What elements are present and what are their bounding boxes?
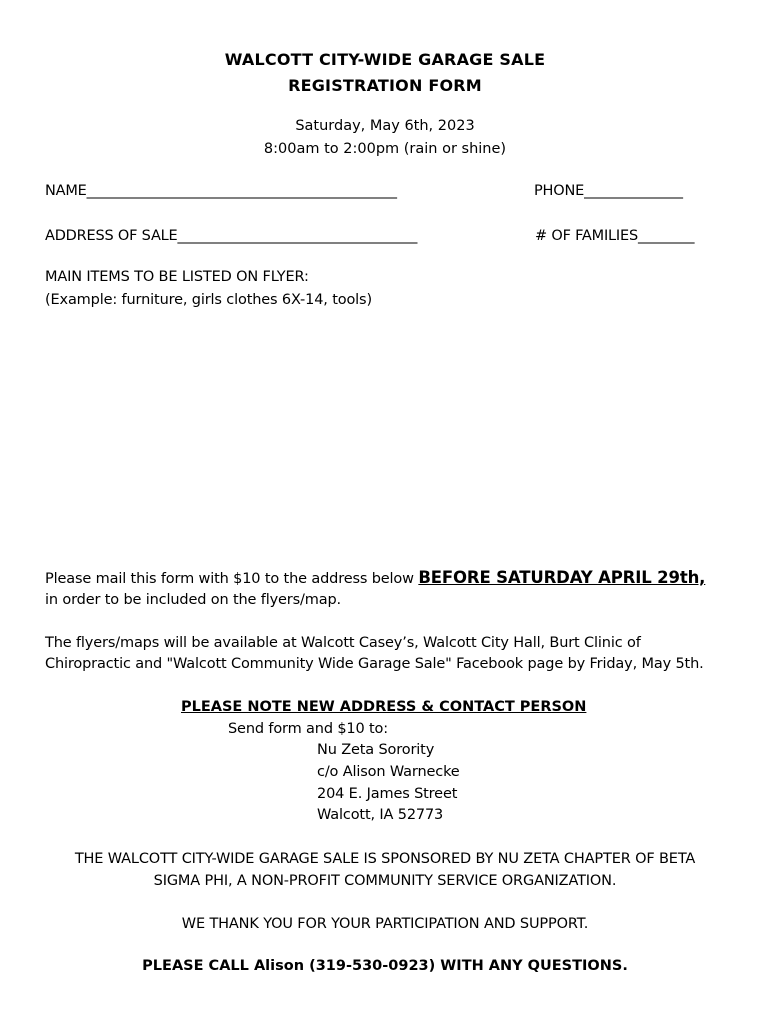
deadline-text: BEFORE SATURDAY APRIL 29th, [418,568,706,587]
sponsor-statement-line1: THE WALCOTT CITY-WIDE GARAGE SALE IS SPONSORED BY NU ZETA CHAPTER OF BETA [74,851,696,867]
thank-you-line: WE THANK YOU FOR YOUR PARTICIPATION AND SUPPORT. [181,916,589,932]
flyers-availability-line1: The flyers/maps will be available at Walcott Casey’s, Walcott City Hall, Burt Clinic of [45,635,641,651]
mailing-address-line-4: Walcott, IA 52773 [317,807,444,823]
mailing-address-line-3: 204 E. James Street [317,786,458,802]
mail-instruction-suffix: in order to be included on the flyers/map. [45,592,341,608]
main-items-label: MAIN ITEMS TO BE LISTED ON FLYER: [45,269,309,285]
mail-instruction-line [45,570,705,587]
send-to-label: Send form and $10 to: [228,721,389,737]
event-time: 8:00am to 2:00pm (rain or shine) [263,141,507,157]
new-address-notice: PLEASE NOTE NEW ADDRESS & CONTACT PERSON [181,699,587,715]
main-items-example: (Example: furniture, girls clothes 6X-14, tools) [45,292,372,308]
form-title-line1: WALCOTT CITY-WIDE GARAGE SALE [224,50,546,69]
address-of-sale-field: ADDRESS OF SALE__________________________________ [45,228,418,244]
mail-instruction-text: Please mail this form with $10 to the address below [45,571,414,587]
flyers-availability-line2: Chiropractic and "Walcott Community Wide Garage Sale" Facebook page by Friday, May 5th. [45,656,704,672]
phone-field: PHONE______________ [534,183,683,199]
mailing-address-line-2: c/o Alison Warnecke [317,764,460,780]
number-of-families-field: # OF FAMILIES________ [535,228,695,244]
sponsor-statement-line2: SIGMA PHI, A NON-PROFIT COMMUNITY SERVICE ORGANIZATION. [153,873,617,889]
mailing-address-line-1: Nu Zeta Sorority [317,742,435,758]
contact-phone-line: PLEASE CALL Alison (319-530-0923) WITH ANY QUESTIONS. [142,958,628,974]
form-title-line2: REGISTRATION FORM [288,76,482,95]
name-field: NAME____________________________________________ [45,183,397,199]
event-date: Saturday, May 6th, 2023 [295,118,475,134]
